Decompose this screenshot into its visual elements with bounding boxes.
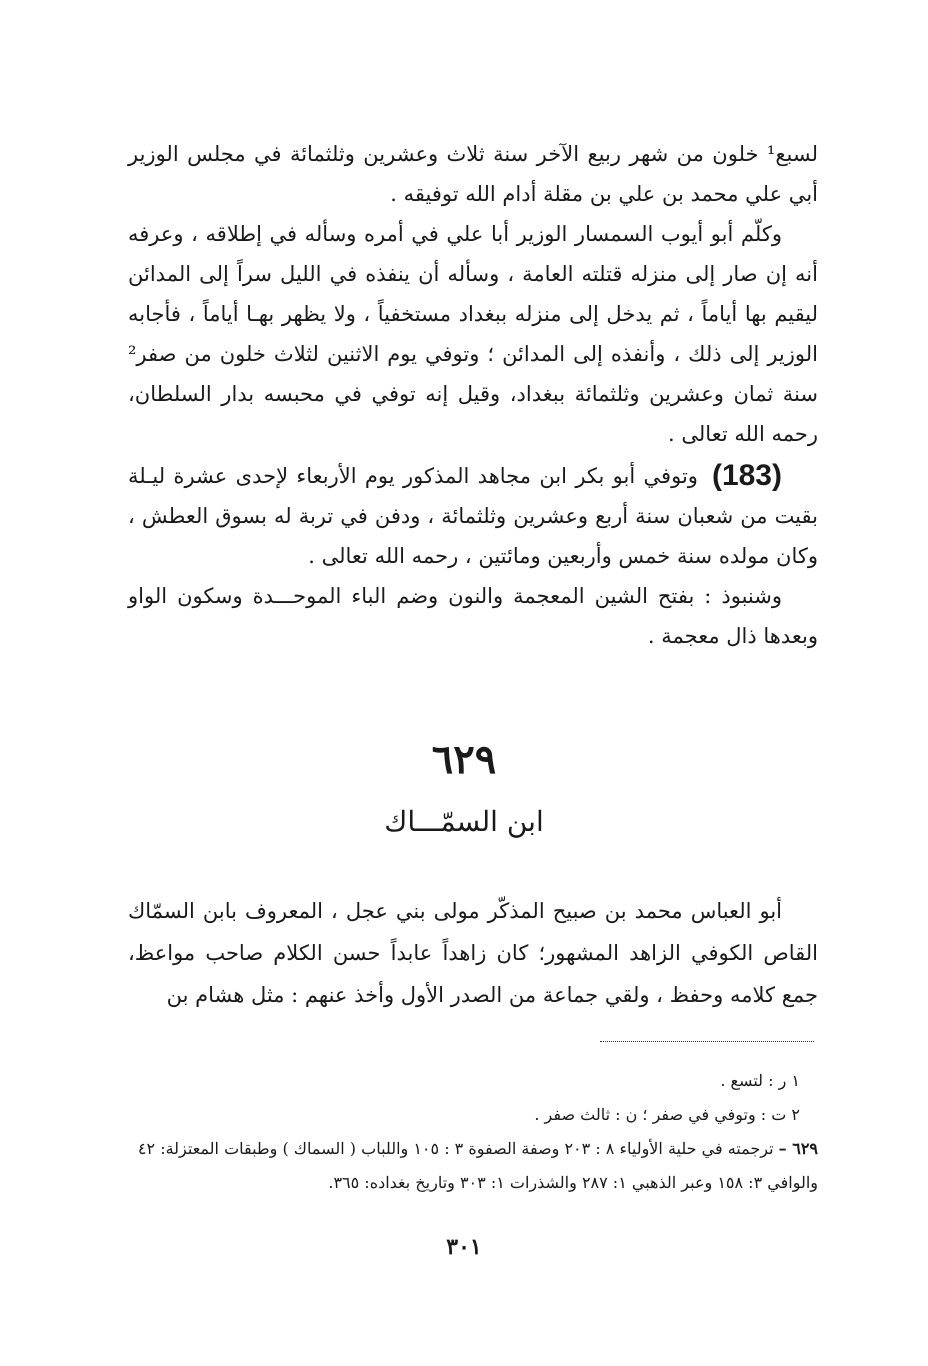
entry-number-183: (183) bbox=[711, 459, 782, 492]
entry-183-paragraph bbox=[128, 456, 818, 576]
top-text-block bbox=[128, 134, 818, 454]
footnotes-block bbox=[118, 1064, 818, 1200]
shanbudh-block bbox=[128, 576, 818, 656]
entry-183-block bbox=[128, 456, 818, 576]
shanbudh-note: وشنبوذ : بفتح الشين المعجمة والنون وضم الباء الموحـــدة وسكون الواو وبعدها ذال معجمة . bbox=[128, 584, 818, 648]
page-number: ٣٠١ bbox=[446, 1234, 482, 1260]
biography-text: أبو العباس محمد بن صبيح المذكّر مولى بني عجل ، المعروف بابن السمّاك القاص الكوفي الزاهد المشهور؛ كان زاهداً عابداً حسن الكلام صاحب مواعظ، جمع كلامه وحفظ ، ولقي جماعة من الصدر الأول وأخذ عنهم : مثل هشام بن bbox=[128, 899, 818, 1007]
opening-line: لسبع¹ خلون من شهر ربيع الآخر سنة ثلاث وعشرين وثلثمائة في مجلس الوزير أبي علي محمد بن علي بن مقلة أدام الله توفيقه . bbox=[128, 142, 818, 206]
footnote-629-label: ٦٢٩ – bbox=[778, 1139, 818, 1158]
footnote-divider bbox=[600, 1041, 814, 1042]
footnote-629 bbox=[118, 1132, 818, 1200]
biography-number: ٦٢٩ bbox=[431, 736, 497, 783]
biography-block bbox=[128, 890, 818, 1016]
footnote-629-text: ترجمته في حلية الأولياء ٨ : ٢٠٣ وصفة الصفوة ٣ : ١٠٥ واللباب ( السماك ) وطبقات المعتزلة: ٤٢ والوافي ٣: ١٥٨ وعبر الذهبي ١: ٢٨٧ والشذرات ١: ٣٠٣ وتاريخ بغداده: ٣٦٥. bbox=[137, 1139, 818, 1192]
entry-183-text: وتوفي أبو بكر ابن مجاهد المذكور يوم الأربعاء لإحدى عشرة ليـلة بقيت من شعبان سنة أربع وعشرين وثلثمائة ، ودفن في تربة له بسوق العطش ، وكان مولده سنة خمس وأربعين ومائتين ، رحمه الله تعالى . bbox=[128, 464, 818, 568]
footnote-1: ١ ر : لتسع . bbox=[720, 1071, 800, 1090]
biography-title: ابن السمّـــاك bbox=[384, 805, 544, 838]
release-paragraph: وكلّم أبو أيوب السمسار الوزير أبا علي في أمره وسأله في إطلاقه ، وعرفه أنه إن صار إلى منزله قتلته العامة ، وسأله أن ينفذه في الليل سراً إلى المدائن ليقيم بها أياماً ، ثم يدخل إلى منزله ببغداد مستخفياً ، ولا يظهر بهـا أياماً ، فأجابه الوزير إلى ذلك ، وأنفذه إلى المدائن ؛ وتوفي يوم الاثنين لثلاث خلون من صفر² سنة ثمان وعشرين وثلثمائة ببغداد، وقيل إنه توفي في محبسه بدار السلطان، رحمه الله تعالى . bbox=[128, 222, 818, 446]
footnote-2: ٢ ت : وتوفي في صفر ؛ ن : ثالث صفر . bbox=[534, 1105, 800, 1124]
